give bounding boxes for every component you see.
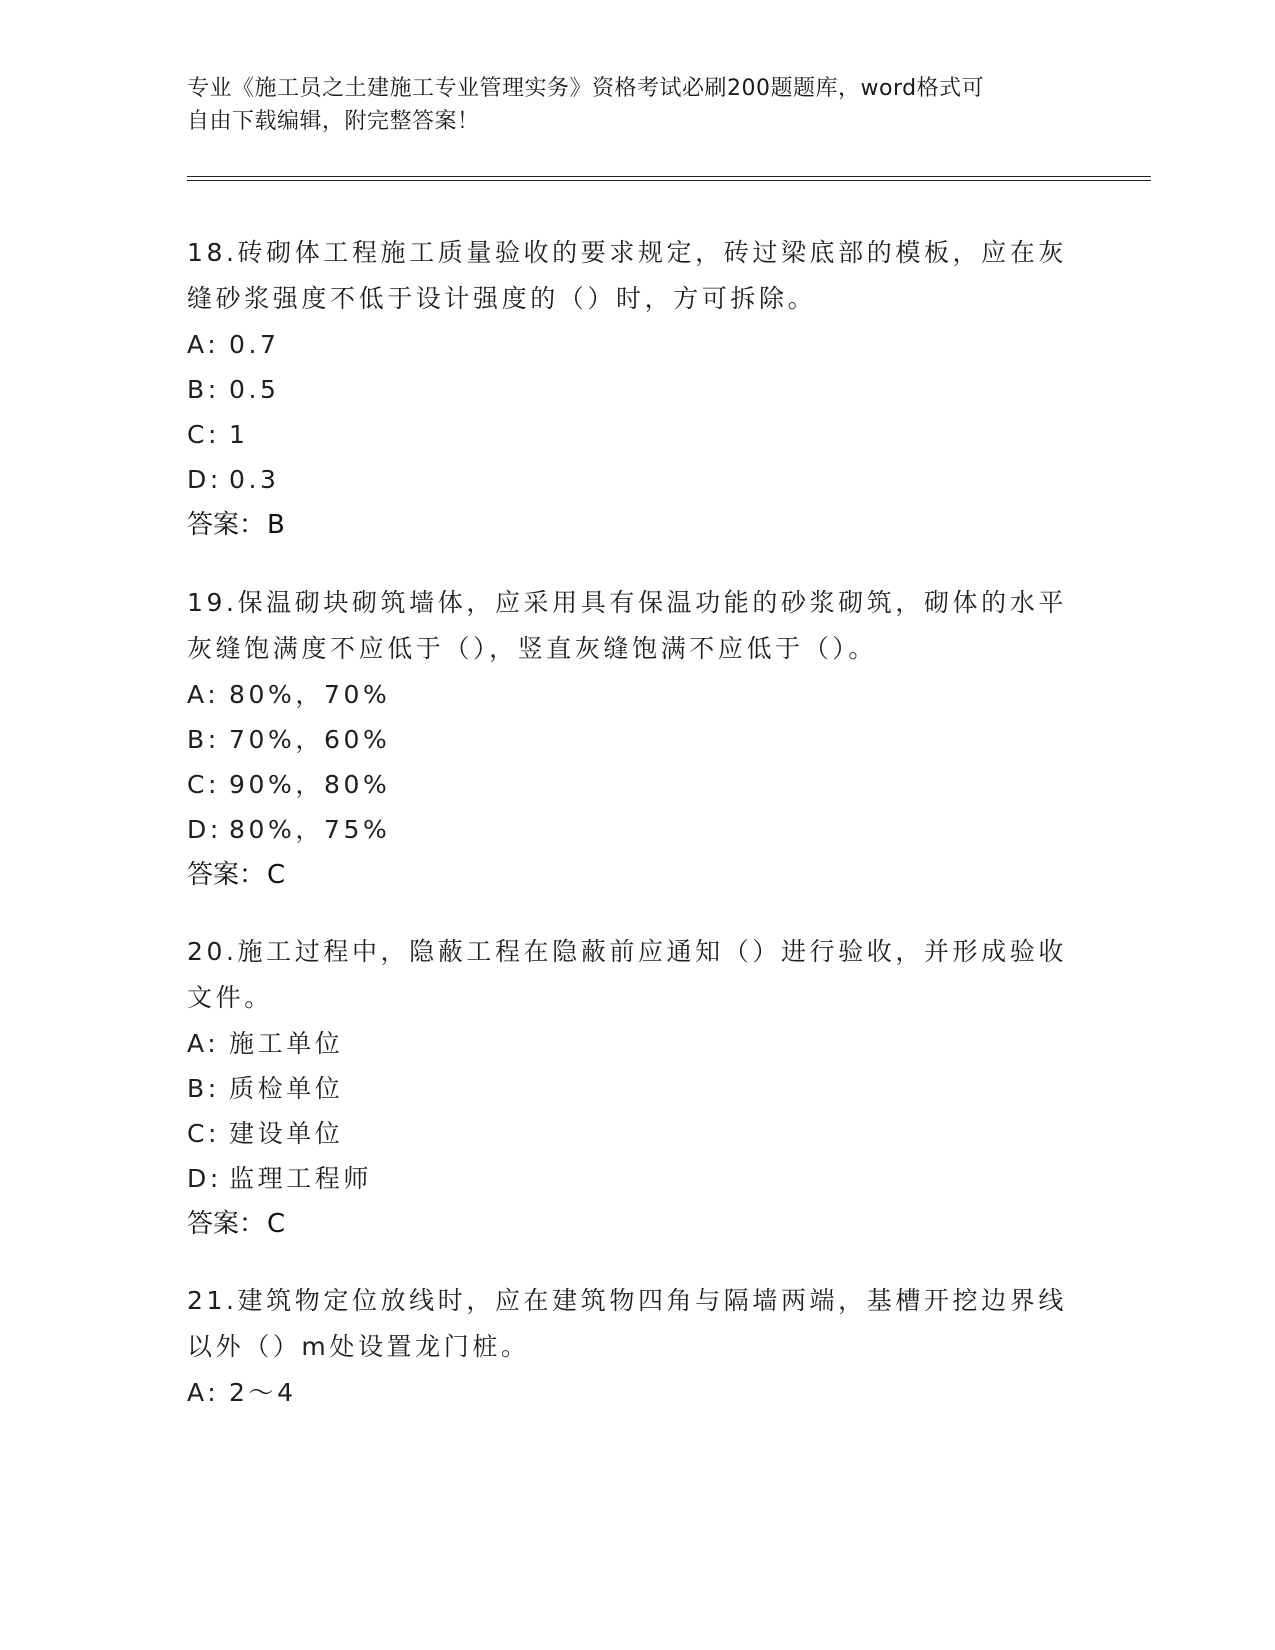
document-header [187,72,1067,138]
option-text: 质检单位 [229,1074,344,1103]
answer-label: 答案： [187,1209,266,1239]
question-stem-line: 19.保温砌块砌筑墙体，应采用具有保温功能的砂浆砌筑，砌体的水平 [187,588,1067,617]
question-19 [187,580,1067,898]
answer-label: 答案： [187,510,266,540]
answer-value: C [267,860,286,890]
option-letter: C: [187,420,221,449]
question-stem-line: 灰缝饱满度不应低于（），竖直灰缝饱满不应低于（）。 [187,634,878,663]
option-a [187,1021,1067,1066]
option-text: 80%，75% [229,815,391,844]
option-b [187,717,1067,762]
header-divider [187,176,1151,181]
option-letter: A: [187,330,220,359]
option-text: 0.5 [229,375,280,404]
option-letter: C: [187,770,221,799]
option-letter: A: [187,1029,220,1058]
option-text: 80%，70% [229,680,391,709]
option-letter: B: [187,1074,220,1103]
option-letter: B: [187,725,220,754]
option-text: 70%，60% [229,725,391,754]
option-b [187,1066,1067,1111]
question-21 [187,1278,1067,1415]
option-letter: D: [187,465,222,494]
option-letter: A: [187,680,220,709]
header-line-1: 专业《施工员之土建施工专业管理实务》资格考试必刷200题题库，word格式可 [187,76,985,101]
option-a [187,672,1067,717]
option-text: 建设单位 [229,1119,344,1148]
question-stem-line: 21.建筑物定位放线时，应在建筑物四角与隔墙两端，基槽开挖边界线 [187,1286,1067,1315]
option-a [187,1370,1067,1415]
question-stem-line: 以外（）m处设置龙门桩。 [187,1332,530,1361]
answer-line [187,852,1067,898]
option-c [187,762,1067,807]
option-text: 0.7 [229,330,280,359]
option-letter: D: [187,815,222,844]
option-c [187,1111,1067,1156]
option-letter: D: [187,1164,222,1193]
option-text: 施工单位 [229,1029,344,1058]
option-text: 0.3 [229,465,280,494]
option-text: 2～4 [229,1378,297,1407]
question-20 [187,929,1067,1247]
option-text: 90%，80% [229,770,391,799]
option-text: 1 [229,420,249,449]
answer-line [187,1201,1067,1247]
answer-label: 答案： [187,860,266,890]
question-stem-line: 18.砖砌体工程施工质量验收的要求规定，砖过梁底部的模板，应在灰 [187,238,1067,267]
question-18 [187,230,1067,548]
option-letter: C: [187,1119,221,1148]
option-b [187,367,1067,412]
answer-line [187,502,1067,548]
option-c [187,412,1067,457]
question-stem-line: 20.施工过程中，隐蔽工程在隐蔽前应通知（）进行验收，并形成验收 [187,937,1067,966]
header-line-2: 自由下载编辑，附完整答案！ [187,109,480,134]
option-letter: B: [187,375,220,404]
option-d [187,1156,1067,1201]
option-a [187,322,1067,367]
answer-value: B [267,510,285,540]
option-d [187,807,1067,852]
option-d [187,457,1067,502]
option-text: 监理工程师 [229,1164,373,1193]
question-stem-line: 文件。 [187,983,273,1012]
option-letter: A: [187,1378,220,1407]
answer-value: C [267,1209,286,1239]
question-stem-line: 缝砂浆强度不低于设计强度的（）时，方可拆除。 [187,284,817,313]
